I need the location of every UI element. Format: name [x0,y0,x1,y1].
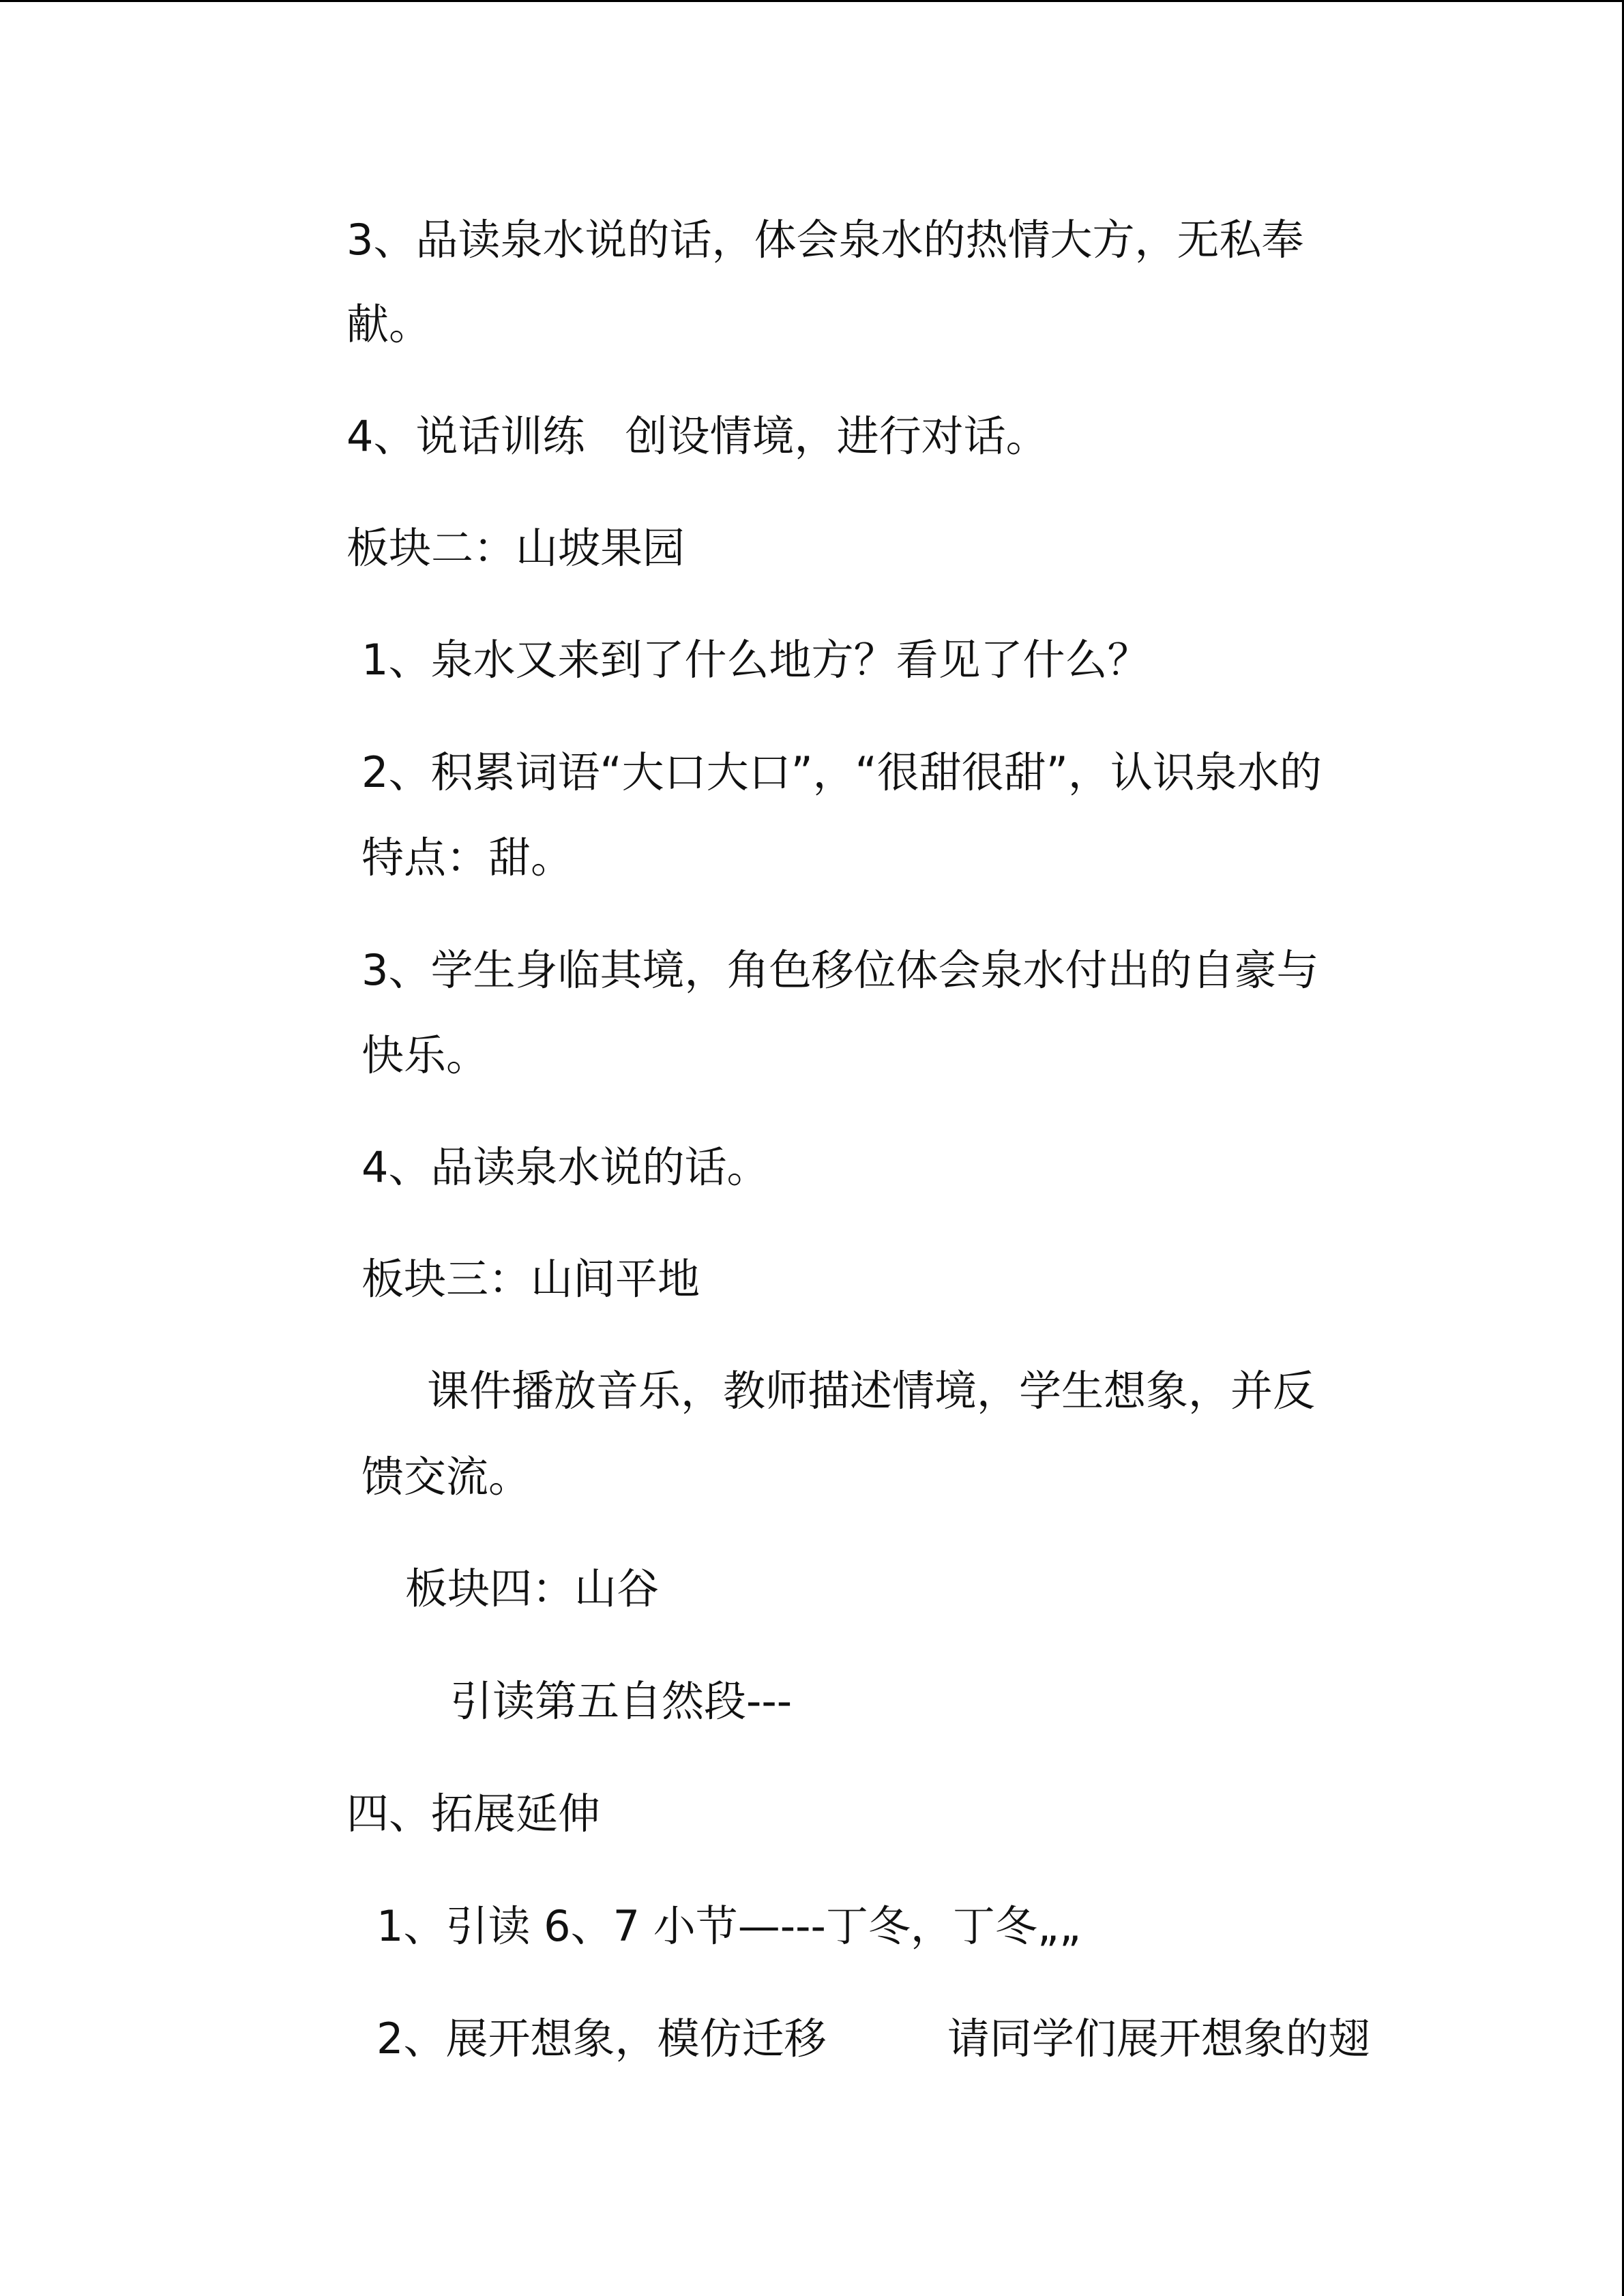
text-line: 馈交流。 [361,1452,531,1502]
text-line: 3、品读泉水说的话，体会泉水的热情大方，无私奉 [346,215,1304,265]
text-line: 1、泉水又来到了什么地方？看见了什么？ [361,635,1150,685]
text-line: 特点：甜。 [361,833,574,882]
text-line: 快乐。 [361,1030,489,1080]
text-line: 2、展开想象，模仿迁移 请同学们展开想象的翅 [377,2014,1370,2063]
text-line: 2、积累词语“大口大口”，“很甜很甜”，认识泉水的 [361,747,1322,797]
section-heading: 四、拓展延伸 [346,1789,601,1838]
section-heading: 板块二：山坡果园 [346,523,685,573]
text-line: 1、引读 6、7 小节—---丁冬，丁冬„„ [377,1901,1082,1951]
text-line: 3、学生身临其境，角色移位体会泉水付出的自豪与 [361,945,1319,995]
text-line: 课件播放音乐，教师描述情境，学生想象，并反 [427,1366,1316,1416]
page-top-border [0,0,1624,2]
text-line: 4、说话训练 创设情境，进行对话。 [346,411,1048,461]
text-line: 4、品读泉水说的话。 [361,1142,769,1192]
section-heading: 板块四：山谷 [405,1564,660,1613]
text-line: 引读第五自然段--- [450,1676,793,1726]
section-heading: 板块三：山间平地 [361,1254,700,1304]
text-line: 献。 [346,299,432,349]
